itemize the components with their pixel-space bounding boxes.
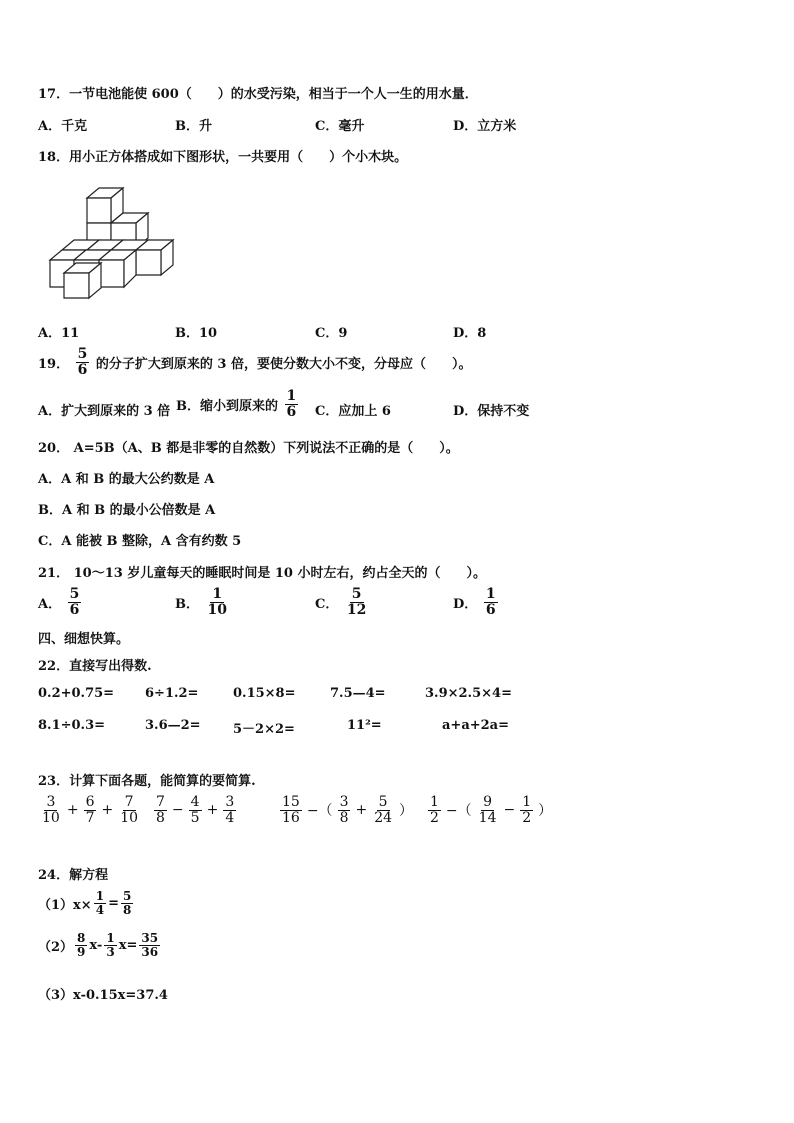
q22-item: 5－2×2= <box>233 722 295 737</box>
q19-option-d: D．保持不变 <box>453 404 530 419</box>
q24-stem: 24．解方程 <box>38 868 109 883</box>
expression-fraction: $\frac{3}{10}$ <box>42 794 60 826</box>
q23-expr-1 <box>38 795 142 825</box>
q19-stem <box>38 347 472 377</box>
q21-option-c: C． $\frac{5}{12}$ <box>315 586 367 618</box>
q23-expr-2 <box>152 795 238 825</box>
q22-item: 3.9×2.5×4= <box>425 686 512 701</box>
q22-item: 6÷1.2= <box>145 686 199 701</box>
expression-operator: + <box>206 802 219 819</box>
q17-option-b: B．升 <box>175 119 212 134</box>
equation-1: （1）x× $\frac{1}{4}$ = $\frac{5}{8}$ <box>38 889 132 917</box>
q21-option-b: B． $\frac{1}{10}$ <box>175 586 228 618</box>
q18-option-a: A．11 <box>38 326 80 341</box>
q18-stem: 18．用小正方体搭成如下图形状，一共要用（ ）个小木块。 <box>38 150 408 165</box>
expression-fraction: $\frac{5}{24}$ <box>374 794 393 826</box>
q22-item: 3.6—2= <box>145 718 201 733</box>
q21-stem: 21． 10～13 岁儿童每天的睡眠时间是 10 小时左右，约占全天的（ ）。 <box>38 566 486 581</box>
q20-option-b: B．A 和 B 的最小公倍数是 A <box>38 503 216 518</box>
expression-fraction: $\frac{3}{4}$ <box>225 794 235 826</box>
q20-option-a: A．A 和 B 的最大公约数是 A <box>38 472 215 487</box>
expression-fraction: $\frac{15}{16}$ <box>282 794 300 826</box>
q22-item: a+a+2a= <box>442 718 509 733</box>
q17-option-a: A．千克 <box>38 119 88 134</box>
q20-stem: 20． A=5B（A、B 都是非零的自然数）下列说法不正确的是（ ）。 <box>38 441 459 456</box>
q18-option-d: D．8 <box>453 326 487 341</box>
expression-fraction: $\frac{7}{10}$ <box>120 794 139 826</box>
q22-item: 0.2+0.75= <box>38 686 115 701</box>
q18-option-b: B．10 <box>175 326 218 341</box>
equation-3: （3）x-0.15x=37.4 <box>38 988 168 1003</box>
q17-option-d: D．立方米 <box>453 119 517 134</box>
q17-option-c: C．毫升 <box>315 119 365 134</box>
q18-option-c: C．9 <box>315 326 348 341</box>
expression-operator: −（ <box>445 803 472 820</box>
q19-number: 19． <box>38 356 70 372</box>
q19-stem-text: 的分子扩大到原来的 3 倍，要使分数大小不变，分母应（ ）。 <box>95 356 472 372</box>
expression-operator: ） <box>399 803 414 820</box>
expression-operator: + <box>66 802 79 819</box>
q21-option-d: D． $\frac{1}{6}$ <box>453 586 496 618</box>
expression-operator: + <box>355 802 368 819</box>
expression-fraction: $\frac{1}{2}$ <box>522 794 532 826</box>
q22-item: 11²= <box>347 718 382 733</box>
expression-operator: − <box>171 802 184 819</box>
expression-operator: −（ <box>306 803 333 820</box>
q20-option-c: C．A 能被 B 整除，A 含有约数 5 <box>38 534 242 549</box>
q23-stem: 23．计算下面各题，能简算的要简算. <box>38 774 256 789</box>
q22-item: 7.5—4= <box>330 686 386 701</box>
expression-operator: + <box>101 802 114 819</box>
q19-option-c: C．应加上 6 <box>315 404 391 419</box>
q17-stem: 17．一节电池能使 600（ ）的水受污染，相当于一个人一生的用水量． <box>38 87 478 102</box>
q22-stem: 22．直接写出得数. <box>38 659 152 674</box>
q21-option-a: A． $\frac{5}{6}$ <box>38 586 80 618</box>
q19-option-b-fraction: $\frac{1}{6}$ <box>286 388 297 420</box>
section-heading: 四、细想快算。 <box>38 632 130 647</box>
q23-expr-3 <box>278 795 416 825</box>
expression-operator: − <box>503 802 516 819</box>
equation-2: （2） $\frac{8}{9}$ x- $\frac{1}{3}$ x= $\frac{35}{36}$ <box>38 931 159 959</box>
expression-fraction: $\frac{3}{8}$ <box>339 794 349 826</box>
q19-option-b: B．缩小到原来的 $\frac{1}{6}$ <box>176 388 297 420</box>
cube-stack-figure <box>40 180 190 305</box>
expression-operator: ） <box>538 803 553 820</box>
q23-expr-4 <box>426 795 555 825</box>
expression-fraction: $\frac{1}{2}$ <box>430 794 439 826</box>
q22-item: 8.1÷0.3= <box>38 718 106 733</box>
expression-fraction: $\frac{7}{8}$ <box>156 794 165 826</box>
q22-item: 0.15×8= <box>233 686 296 701</box>
q19-option-a: A．扩大到原来的 3 倍 <box>38 404 171 419</box>
q19-fraction: $\frac{5}{6}$ <box>77 346 88 378</box>
expression-fraction: $\frac{9}{14}$ <box>478 794 497 826</box>
expression-fraction: $\frac{6}{7}$ <box>85 794 95 826</box>
expression-fraction: $\frac{4}{5}$ <box>190 794 200 826</box>
